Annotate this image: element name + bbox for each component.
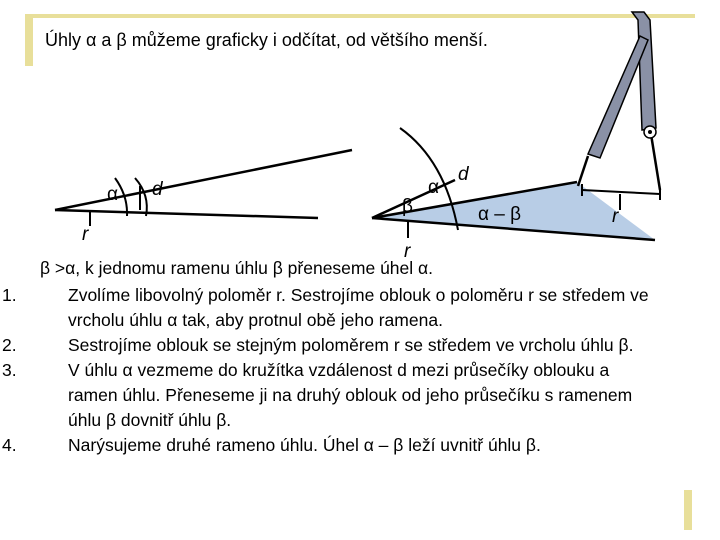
angle-alpha-construction xyxy=(55,150,352,245)
difference-label: α – β xyxy=(478,204,522,225)
compass-span-line xyxy=(582,190,660,194)
alpha-ray-upper xyxy=(55,150,352,210)
angle-beta-construction xyxy=(372,128,655,260)
list-item xyxy=(0,433,660,458)
radius-label-left: r xyxy=(82,224,89,245)
step-text: Zvolíme libovolný poloměr r. Sestrojíme oblouk o poloměru r se středem ve vrcholu úhlu α tak, aby protnul obě jeho ramena. xyxy=(68,285,649,330)
step-number: 4 . xyxy=(2,433,62,458)
list-item xyxy=(0,333,660,358)
alpha-ray-horizontal xyxy=(55,210,318,218)
distance-label-middle: d xyxy=(458,164,469,185)
angle-subtraction-figure xyxy=(0,0,720,260)
step-text: V úhlu α vezmeme do kružítka vzdálenost d mezi průsečíky oblouku a ramen úhlu. Přeneseme ji na druhý oblouk od jeho průsečíku s ramenem úhlu β dovnitř úhlu β. xyxy=(68,360,633,430)
list-item xyxy=(0,283,660,333)
alpha-label-middle: α xyxy=(428,177,439,198)
step-text: Sestrojíme oblouk se stejným poloměrem r se středem ve vrcholu úhlu β. xyxy=(68,335,634,355)
decorative-bar-right xyxy=(684,490,692,530)
distance-label-left: d xyxy=(152,179,163,200)
slide-title: Úhly α a β můžeme graficky i odčítat, od většího menší. xyxy=(45,30,488,50)
radius-label-middle: r xyxy=(404,241,411,260)
step-text: Narýsujeme druhé rameno úhlu. Úhel α – β leží uvnitř úhlu β. xyxy=(68,435,541,455)
radius-label-right: r xyxy=(612,206,619,227)
intro-statement: β >α, k jednomu ramenu úhlu β přeneseme úhel α. xyxy=(40,258,434,278)
beta-label: β xyxy=(402,196,413,217)
construction-steps xyxy=(0,283,660,458)
step-number: 1 . xyxy=(2,283,62,308)
step-number: 3 . xyxy=(2,358,62,383)
alpha-label: α xyxy=(107,184,118,205)
step-number: 2 . xyxy=(2,333,62,358)
list-item xyxy=(0,358,660,433)
